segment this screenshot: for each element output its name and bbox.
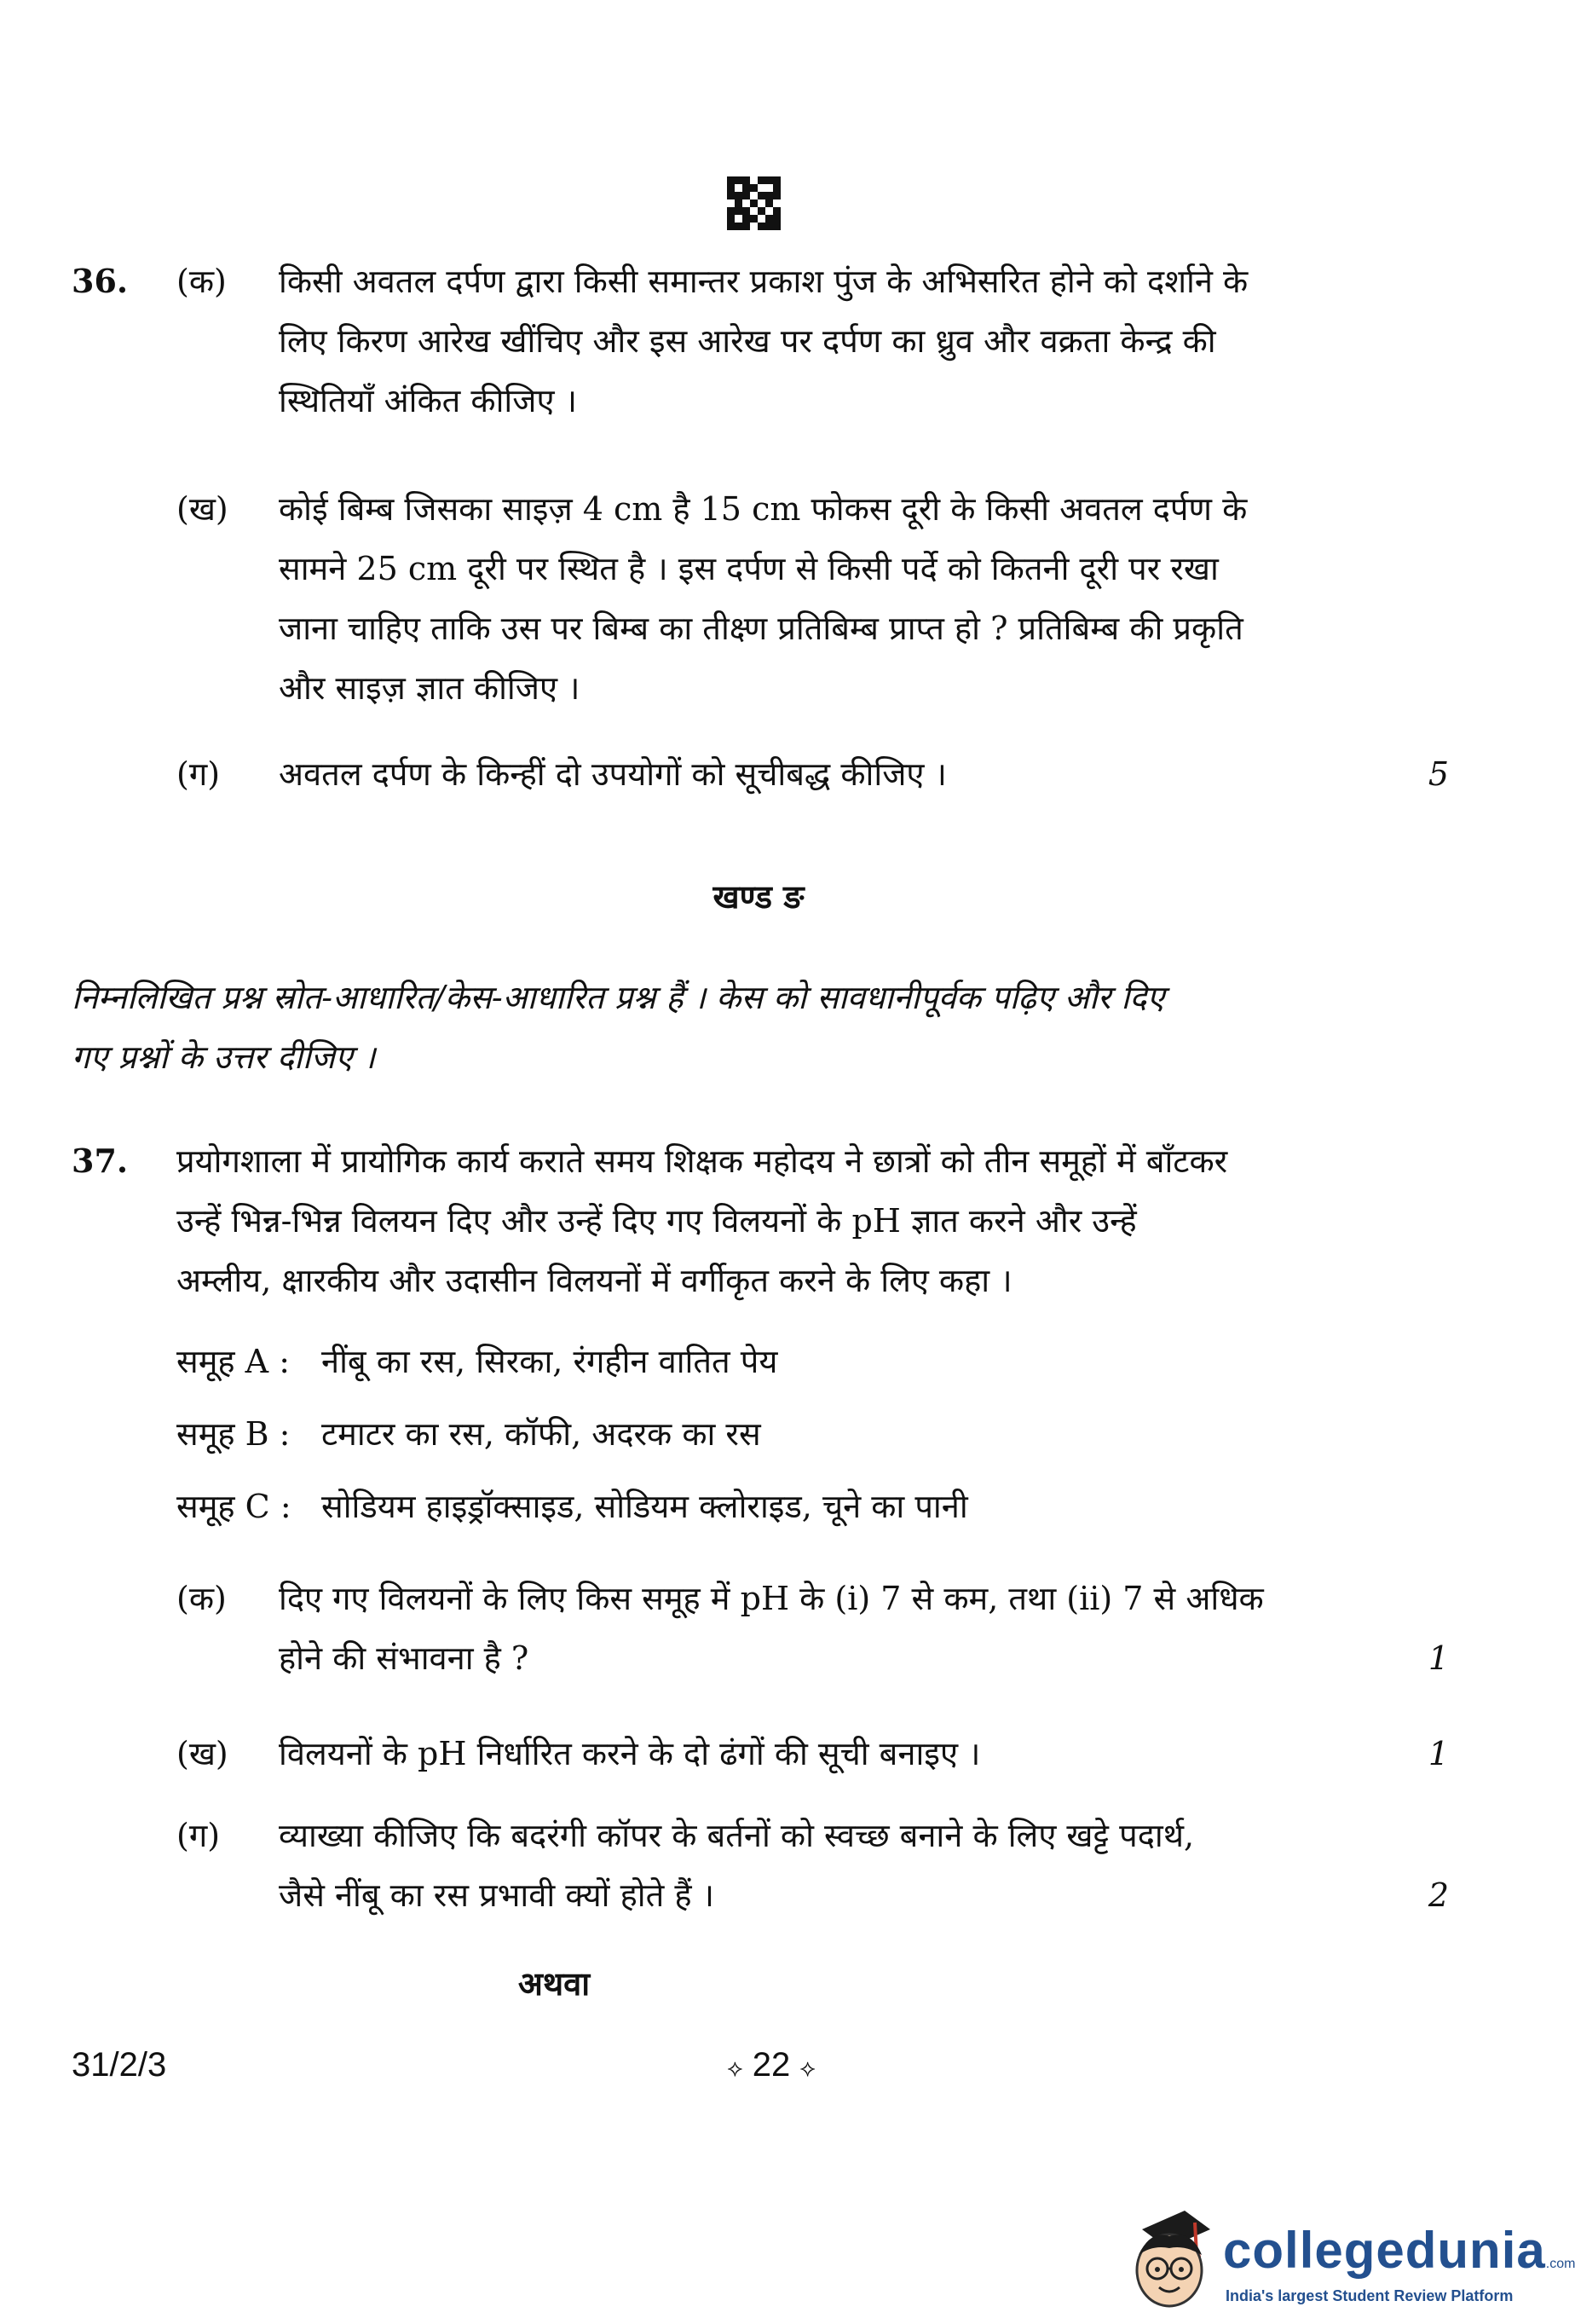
question-text: [279, 1724, 1378, 1783]
group-items: टमाटर का रस, कॉफी, अदरक का रस: [321, 1415, 761, 1453]
brand-suffix: .com: [1545, 2257, 1575, 2271]
text-line: निम्नलिखित प्रश्न स्रोत-आधारित/केस-आधारित प्रश्न हैं । केस को सावधानीपूर्वक पढ़िए और दिए: [72, 979, 1165, 1016]
text-line: दिए गए विलयनों के लिए किस समूह में pH के (i) 7 से कम, तथा (ii) 7 से अधिक: [279, 1580, 1264, 1617]
marks: 1: [1428, 1639, 1449, 1677]
text-line: गए प्रश्नों के उत्तर दीजिए ।: [72, 1038, 376, 1076]
text-line: और साइज़ ज्ञात कीजिए ।: [279, 669, 580, 707]
paper-code: 31/2/3: [72, 2046, 167, 2084]
question-text: [279, 1569, 1378, 1688]
question-text: [279, 744, 1378, 804]
marks: 1: [1428, 1735, 1449, 1772]
part-label: (क): [176, 263, 227, 300]
part-label: (ग): [176, 755, 221, 793]
group-list: [176, 1332, 1378, 1549]
brand-name: collegedunia: [1223, 2222, 1546, 2279]
text-line: किसी अवतल दर्पण द्वारा किसी समान्तर प्रकाश पुंज के अभिसरित होने को दर्शाने के: [279, 263, 1249, 300]
text-line: लिए किरण आरेख खींचिए और इस आरेख पर दर्पण का ध्रुव और वक्रता केन्द्र की: [279, 322, 1216, 360]
group-label: समूह B :: [176, 1415, 291, 1453]
page-number: [690, 2046, 852, 2084]
group-row: [176, 1332, 1378, 1404]
brand-tagline: India's largest Student Review Platform: [1226, 2287, 1514, 2304]
text-line: व्याख्या कीजिए कि बदरंगी कॉपर के बर्तनों को स्वच्छ बनाने के लिए खट्टे पदार्थ,: [279, 1817, 1195, 1854]
group-label: समूह C :: [176, 1488, 291, 1525]
text-line: स्थितियाँ अंकित कीजिए ।: [279, 382, 577, 419]
qr-code: [727, 176, 781, 230]
group-row: [176, 1477, 1378, 1549]
marks: 5: [1428, 755, 1449, 793]
text-line: अम्लीय, क्षारकीय और उदासीन विलयनों में वर्गीकृत करने के लिए कहा ।: [176, 1262, 1012, 1299]
question-text: [279, 251, 1378, 431]
page-number-value: 22: [752, 2046, 791, 2084]
text-line: अवतल दर्पण के किन्हीं दो उपयोगों को सूचीबद्ध कीजिए ।: [279, 755, 947, 793]
text-line: सामने 25 cm दूरी पर स्थित है । इस दर्पण से किसी पर्दे को कितनी दूरी पर रखा: [279, 550, 1219, 587]
group-items: सोडियम हाइड्रॉक्साइड, सोडियम क्लोराइड, चूने का पानी: [321, 1488, 968, 1525]
section-instructions: [72, 968, 1384, 1087]
question-text: [279, 479, 1378, 718]
mascot-icon: [1125, 2204, 1219, 2315]
section-heading: खण्ड ङ: [712, 877, 805, 916]
or-heading: अथवा: [517, 1964, 591, 2003]
text-line: होने की संभावना है ?: [279, 1639, 529, 1677]
text-line: प्रयोगशाला में प्रायोगिक कार्य कराते समय शिक्षक महोदय ने छात्रों को तीन समूहों में बाँटकर: [176, 1142, 1228, 1180]
question-text: [176, 1131, 1378, 1310]
question-number: 36.: [72, 262, 129, 300]
part-label: (क): [176, 1580, 227, 1617]
marks: 2: [1428, 1876, 1449, 1914]
brand-logo: [1125, 2204, 1575, 2315]
ornament-icon: ⟡: [727, 2055, 743, 2081]
text-line: उन्हें भिन्न-भिन्न विलयन दिए और उन्हें दिए गए विलयनों के pH ज्ञात करने और उन्हें: [176, 1202, 1137, 1240]
group-row: [176, 1404, 1378, 1477]
part-label: (ख): [176, 490, 228, 528]
part-label: (ग): [176, 1817, 221, 1854]
group-label: समूह A :: [176, 1343, 290, 1380]
text-line: विलयनों के pH निर्धारित करने के दो ढंगों की सूची बनाइए ।: [279, 1735, 981, 1772]
text-line: जैसे नींबू का रस प्रभावी क्यों होते हैं ।: [279, 1876, 715, 1914]
text-line: कोई बिम्ब जिसका साइज़ 4 cm है 15 cm फोकस दूरी के किसी अवतल दर्पण के: [279, 490, 1248, 528]
group-items: नींबू का रस, सिरका, रंगहीन वातित पेय: [321, 1343, 778, 1380]
part-label: (ख): [176, 1735, 228, 1772]
question-number: 37.: [72, 1142, 129, 1180]
ornament-icon: ⟡: [799, 2055, 816, 2081]
text-line: जाना चाहिए ताकि उस पर बिम्ब का तीक्ष्ण प्रतिबिम्ब प्राप्त हो ? प्रतिबिम्ब की प्रकृति: [279, 610, 1243, 647]
question-text: [279, 1806, 1378, 1925]
